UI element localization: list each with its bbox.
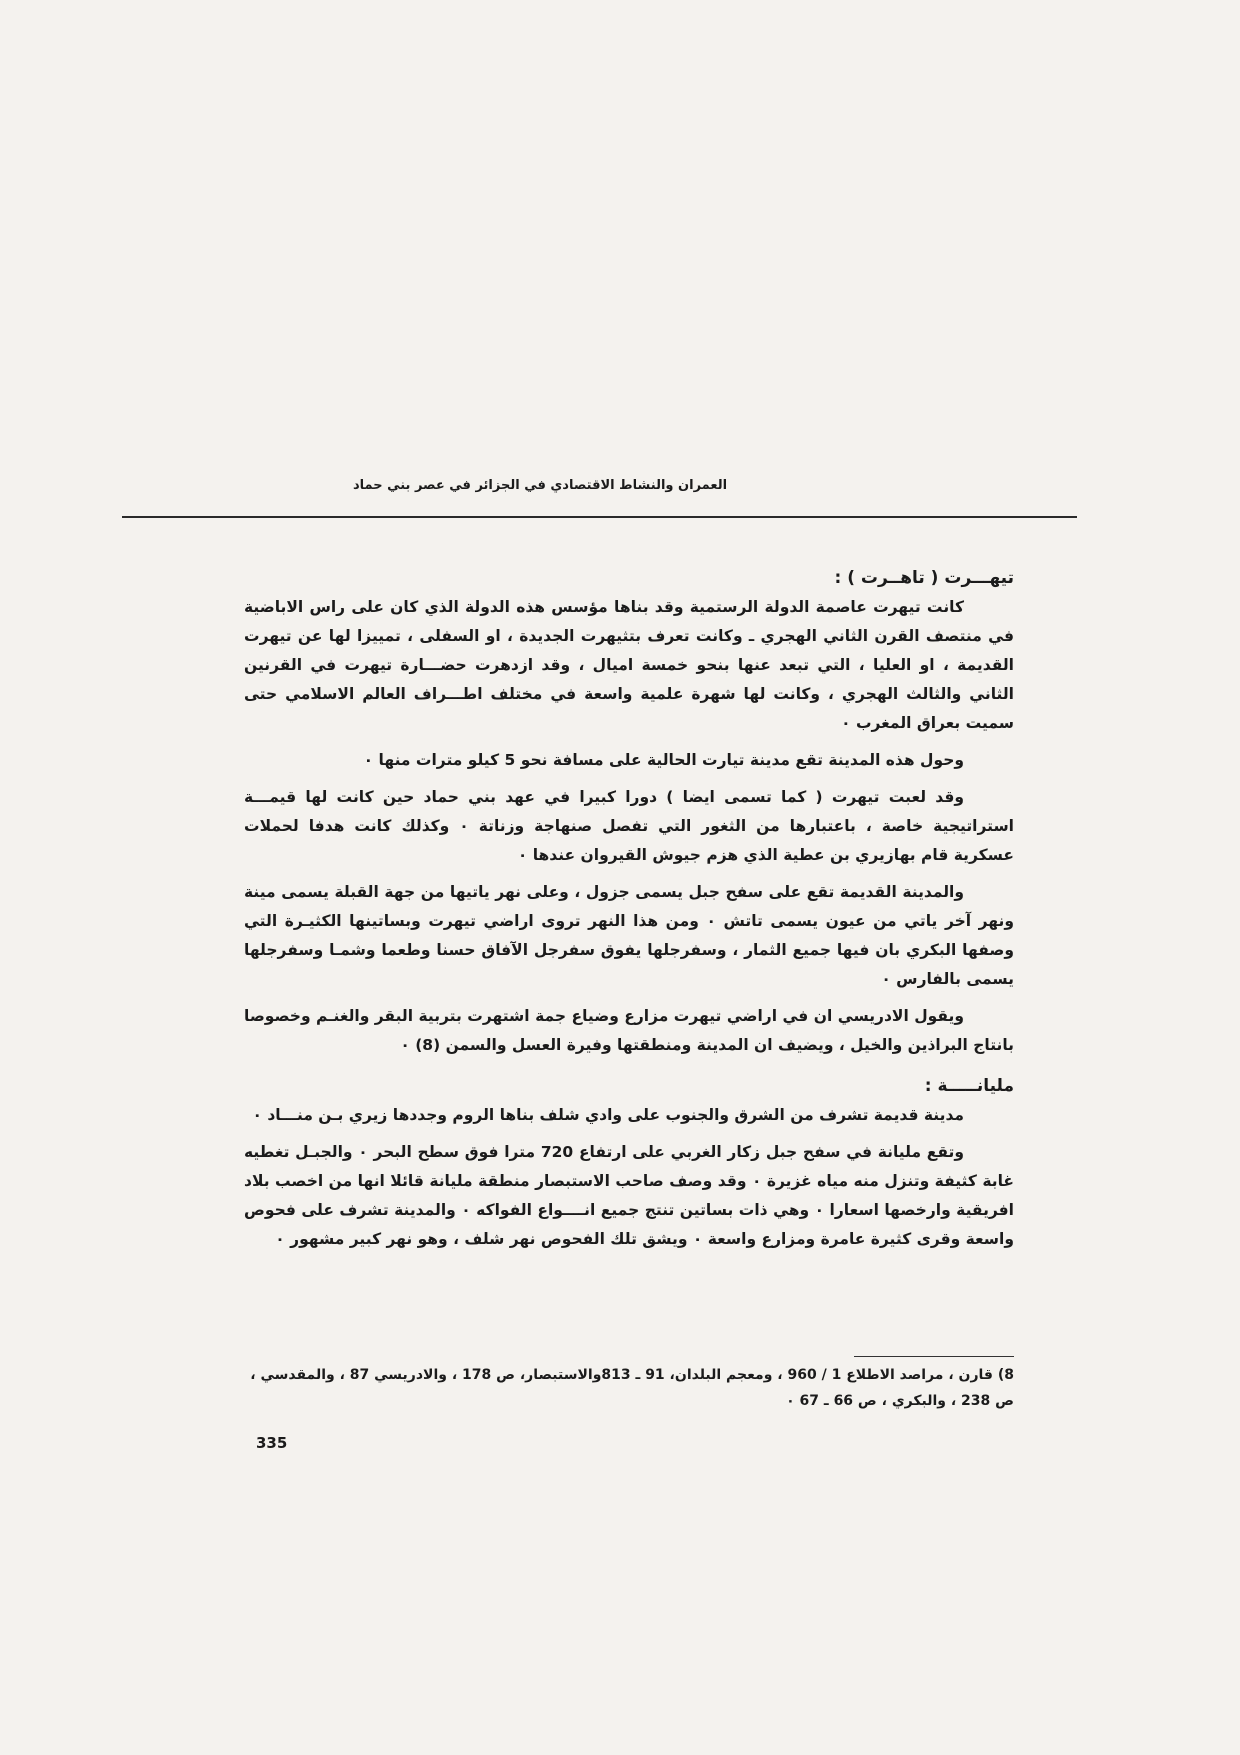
footnotes xyxy=(244,1362,1014,1414)
paragraph: وتقع مليانة في سفح جبل زكار الغربي على ارتفاع 720 مترا فوق سطح البحر ٠ والجبـل تغطيه غابة كثيفة وتنزل منه مياه غزيرة ٠ وقد وصف صاحب الاستبصار منطقة مليانة قائلا انها من اخصب بلاد افريقية وارخصها اسعارا ٠ وهي ذات بساتين تنتج جميع انــــواع الفواكه ٠ والمدينة تشرف على فحوص واسعة وقرى كثيرة عامرة ومزارع واسعة ٠ ويشق تلك الفحوص نهر شلف ، وهو نهر كبير مشهور ٠ xyxy=(244,1143,1014,1248)
running-header: العمران والنشاط الاقتصادي في الجزائر في عصر بني حماد xyxy=(352,478,728,493)
body-text xyxy=(244,564,1014,1254)
paragraph: والمدينة القديمة تقع على سفح جبل يسمى جزول ، وعلى نهر ياتيها من جهة القبلة يسمى مينة ونهر آخر ياتي من عيون يسمى تاتش ٠ ومن هذا النهر تروى اراضي تيهرت وبساتينها الكثيـرة التي وصفها البكري بان فيها جميع الثمار ، وسفرجلها يفوق سفرجل الآفاق حسنا وطعما وشمـا وسفرجلها يسمى بالفارس ٠ xyxy=(244,883,1014,988)
footnote: 8) قارن ، مراصد الاطلاع 1 / 960 ، ومعجم البلدان، 91 ـ 813والاستبصار، ص 178 ، والادريسي 87 ، والمقدسي ، ص 238 ، والبكري ، ص 66 ـ 67 ٠ xyxy=(250,1367,1014,1409)
section-title-miliana: مليانـــــة : xyxy=(924,1076,1014,1096)
paragraph: وقد لعبت تيهرت ( كما تسمى ايضا ) دورا كبيرا في عهد بني حماد حين كانت لها قيمـــة استراتيجية خاصة ، باعتبارها من الثغور التي تفصل صنهاجة وزناتة ٠ وكذلك كانت هدفا لحملات عسكرية قام بهازيري بن عطية الذي هزم جيوش القيروان عندها ٠ xyxy=(244,788,1014,864)
paragraph: وحول هذه المدينة تقع مدينة تيارت الحالية على مسافة نحو 5 كيلو مترات منها ٠ xyxy=(363,751,964,769)
header-rule xyxy=(122,516,1077,518)
paragraph: مدينة قديمة تشرف من الشرق والجنوب على وادي شلف بناها الروم وجددها زيري بـن منـــاد ٠ xyxy=(252,1106,964,1124)
paragraph: كانت تيهرت عاصمة الدولة الرستمية وقد بناها مؤسس هذه الدولة الذي كان على راس الاباضية في منتصف القرن الثاني الهجري ـ وكانت تعرف بتثيهرت الجديدة ، او السفلى ، تمييزا لها عن تيهرت القديمة ، او العليا ، التي تبعد عنها بنحو خمسة اميال ، وقد ازدهرت حضـــارة تيهرت في القرنين الثاني والثالث الهجري ، وكانت لها شهرة علمية واسعة في مختلف اطـــراف العالم الاسلامي حتى سميت بعراق المغرب ٠ xyxy=(244,598,1014,732)
paragraph: ويقول الادريسي ان في اراضي تيهرت مزارع وضياع جمة اشتهرت بتربية البقر والغنـم وخصوصا بانتاج البراذين والخيل ، ويضيف ان المدينة ومنطقتها وفيرة العسل والسمن (8) ٠ xyxy=(244,1007,1014,1054)
section-title-tahert: تيهـــرت ( تاهــرت ) : xyxy=(834,568,1014,588)
page-number: 335 xyxy=(256,1434,288,1452)
footnote-rule xyxy=(854,1356,1014,1357)
